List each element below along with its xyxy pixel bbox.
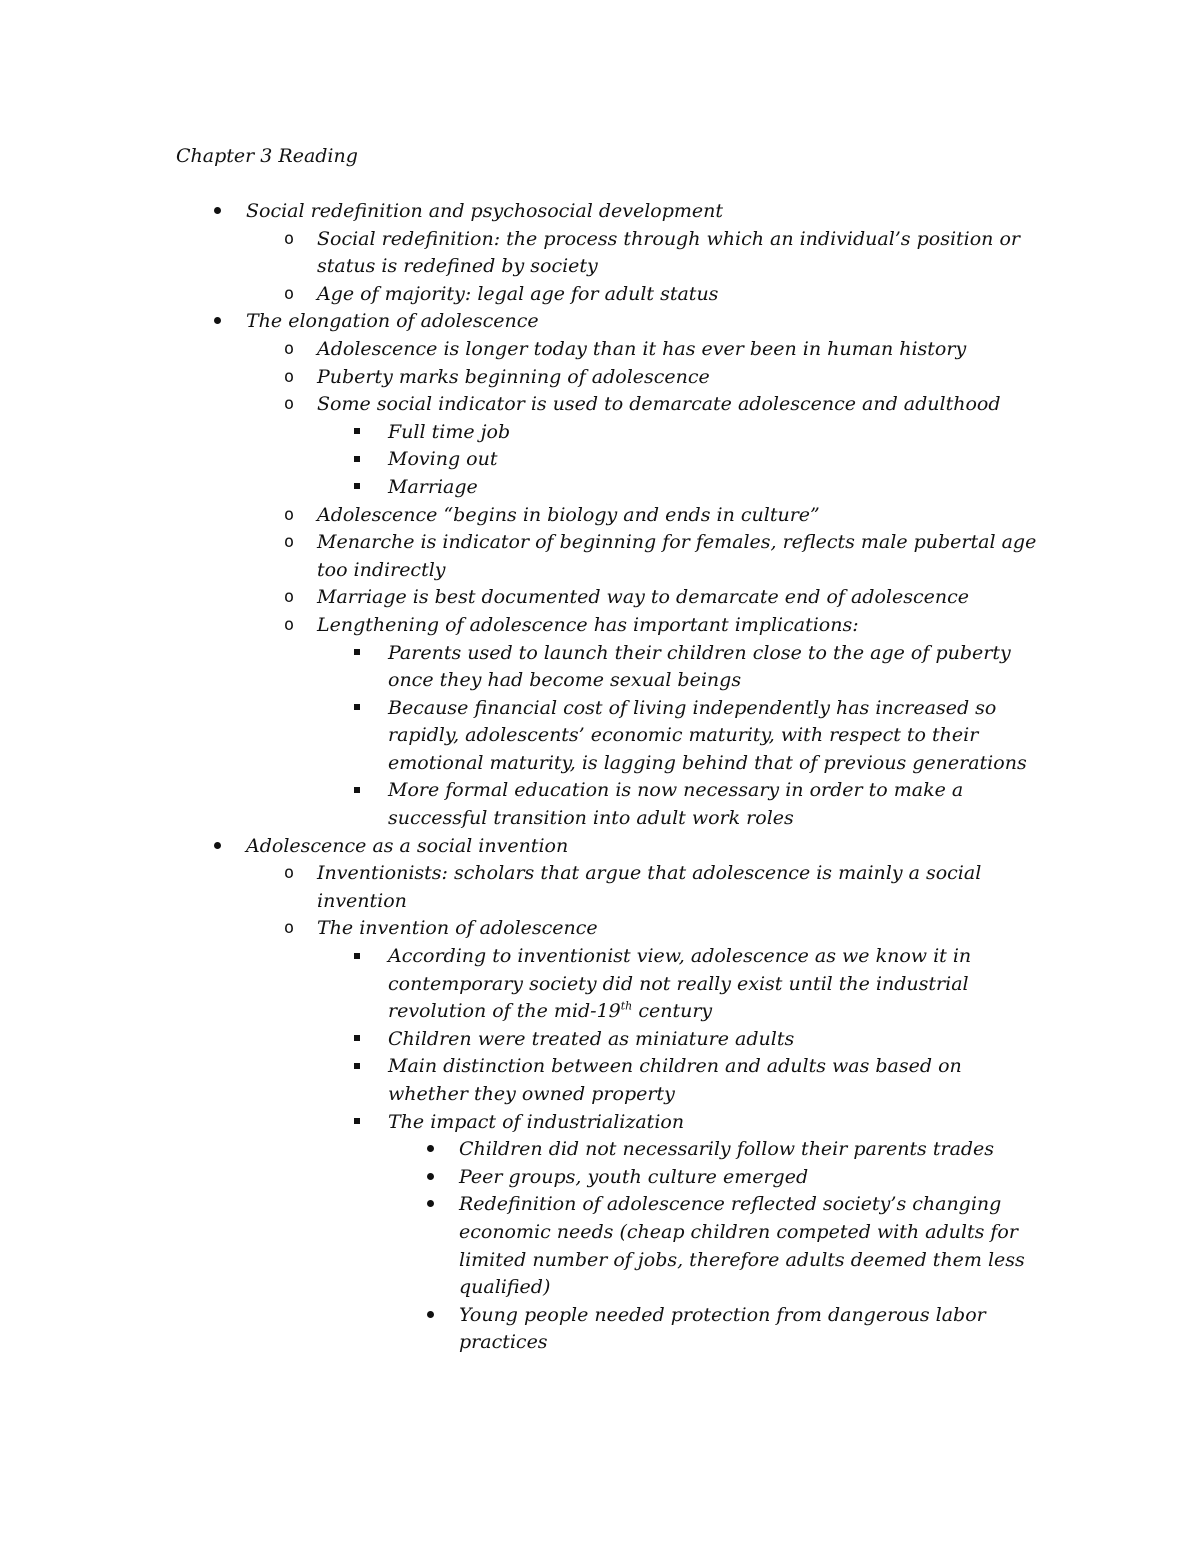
list-item-text: The impact of industrialization [388,1110,685,1133]
bullet-icon [350,474,364,502]
list-item-level-2 [0,226,1200,281]
list-item-text: Menarche is indicator of beginning for females, reflects male pubertal age too indirectly [317,531,1037,581]
page-title: Chapter 3 Reading [176,145,358,167]
list-item-level-2 [0,391,1200,419]
bullet-icon: o [283,918,295,939]
bullet-icon [350,777,364,805]
list-item-text: Inventionists: scholars that argue that adolescence is mainly a social invention [317,862,982,912]
superscript: th [620,999,633,1013]
bullet-icon [420,1302,440,1330]
bullet-icon [207,198,227,226]
list-item-text: Puberty marks beginning of adolescence [317,365,710,388]
list-item-text: Peer groups, youth culture emerged [459,1165,809,1188]
list-item-level-2 [0,612,1200,640]
list-item-text: Young people needed protection from dangerous labor practices [459,1303,986,1354]
list-item-text: The elongation of adolescence [246,310,539,333]
bullet-icon [207,833,227,861]
list-item-level-4 [0,1136,1200,1164]
list-item-level-2 [0,915,1200,943]
bullet-icon: o [283,366,295,387]
bullet-icon [207,308,227,336]
list-item-level-3 [0,695,1200,778]
list-item-text: Adolescence as a social invention [246,834,569,857]
bullet-icon: o [283,587,295,608]
list-item-level-3 [0,943,1200,1026]
bullet-icon: o [283,614,295,635]
list-item-level-2 [0,860,1200,915]
list-item-level-2 [0,364,1200,392]
bullet-icon [350,1109,364,1137]
list-item-text: The invention of adolescence [317,917,598,940]
list-item-level-3 [0,474,1200,502]
list-item-level-2 [0,529,1200,584]
bullet-icon: o [283,863,295,884]
list-item-text: Social redefinition: the process through which an individual’s position or status is redefined by society [317,227,1020,278]
list-item-text: Lengthening of adolescence has important implications: [317,613,859,636]
list-item-level-2 [0,502,1200,530]
list-item-level-1 [0,308,1200,336]
bullet-icon: o [283,532,295,553]
list-item-text: Marriage [388,475,478,498]
bullet-icon [420,1136,440,1164]
list-item-level-3 [0,1053,1200,1108]
bullet-icon [350,943,364,971]
bullet-icon [350,640,364,668]
list-item-text: Children did not necessarily follow their parents trades [459,1138,995,1161]
bullet-icon [350,446,364,474]
list-item-text: More formal education is now necessary in order to make a successful transition into adult work roles [388,779,964,830]
list-item-text: Adolescence “begins in biology and ends in culture” [317,503,820,526]
bullet-icon: o [283,394,295,415]
bullet-icon [350,1026,364,1054]
list-item-level-1 [0,833,1200,861]
list-item-level-1 [0,198,1200,226]
bullet-icon [420,1191,440,1219]
list-item-level-4 [0,1191,1200,1301]
bullet-icon: o [283,283,295,304]
list-item-text: Some social indicator is used to demarcate adolescence and adulthood [317,393,1001,416]
bullet-icon: o [283,228,295,249]
list-item-text: Age of majority: legal age for adult status [317,282,719,305]
list-item-text: Redefinition of adolescence reflected society’s changing economic needs (cheap children competed with adults for limited number of jobs, therefore adults deemed them less qualified) [459,1193,1025,1299]
list-item-level-2 [0,281,1200,309]
outline-list [0,198,1200,1357]
list-item-level-4 [0,1164,1200,1192]
bullet-icon: o [283,338,295,359]
list-item-level-3 [0,419,1200,447]
bullet-icon [350,419,364,447]
list-item-text: Parents used to launch their children close to the age of puberty once they had become sexual beings [388,641,1011,692]
list-item-text: Because financial cost of living independently has increased so rapidly, adolescents’ economic maturity, with respect to their emotional maturity, is lagging behind that of previous generations [388,696,1027,774]
list-item-level-4 [0,1302,1200,1357]
list-item-level-2 [0,336,1200,364]
list-item-text: Marriage is best documented way to demarcate end of adolescence [317,586,969,609]
list-item-text: Full time job [388,420,511,443]
bullet-icon [420,1164,440,1192]
list-item-level-3 [0,640,1200,695]
list-item-level-3 [0,1026,1200,1054]
list-item-text: Main distinction between children and adults was based on whether they owned property [388,1055,962,1105]
list-item-level-2 [0,584,1200,612]
list-item-text: Children were treated as miniature adults [388,1027,795,1050]
list-item-level-3 [0,446,1200,474]
list-item-text: Adolescence is longer today than it has ever been in human history [317,337,967,360]
list-item-text: Social redefinition and psychosocial development [246,200,724,222]
list-item-text: According to inventionist view, adolescence as we know it in contemporary society did not really exist until the industrial revolution of the mid-19th century [388,945,972,1023]
list-item-text: Moving out [388,448,498,471]
list-item-level-3 [0,777,1200,832]
bullet-icon: o [283,504,295,525]
bullet-icon [350,695,364,723]
bullet-icon [350,1053,364,1081]
list-item-level-3 [0,1109,1200,1137]
